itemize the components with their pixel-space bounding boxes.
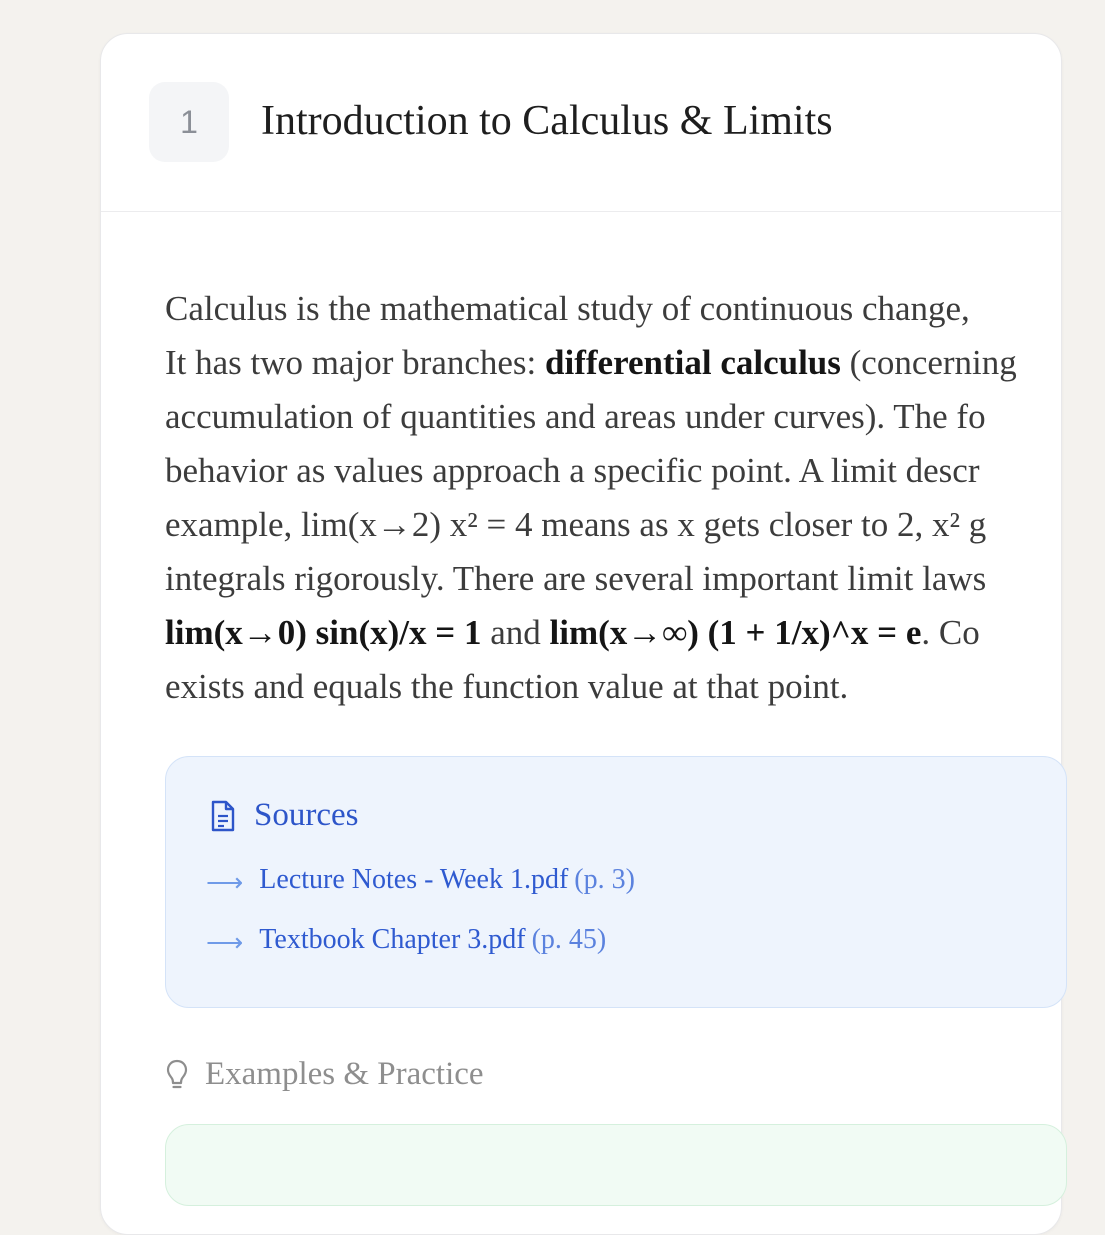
source-link[interactable] <box>206 864 635 896</box>
text-segment: . Co <box>921 613 980 652</box>
source-page: (p. 3) <box>574 864 635 895</box>
sources-panel <box>165 756 1067 1008</box>
sources-heading <box>210 797 358 834</box>
section-card <box>100 33 1062 1235</box>
arrow-right-icon: ⟶ <box>206 868 244 897</box>
source-page: (p. 45) <box>531 924 607 955</box>
section-header <box>101 34 1061 212</box>
body-text-line <box>165 660 995 714</box>
body-text-line <box>165 444 995 498</box>
lightbulb-icon <box>165 1058 189 1092</box>
sources-heading-label: Sources <box>254 797 359 833</box>
body-text-line <box>165 390 995 444</box>
text-segment: It has two major branches: <box>165 343 546 382</box>
text-segment: (concerning <box>840 343 1017 382</box>
examples-panel <box>165 1124 1067 1206</box>
bold-term: differential calculus <box>545 343 841 382</box>
text-segment: Calculus is the mathematical study of continuous change, <box>165 289 970 328</box>
section-number-badge: 1 <box>149 82 229 162</box>
text-segment: integrals rigorously. There are several important limit laws <box>165 559 987 598</box>
text-segment: accumulation of quantities and areas under curves). The fo <box>165 397 986 436</box>
bold-term: lim(x→∞) (1 + 1/x)^x = e <box>549 613 922 652</box>
examples-heading[interactable] <box>165 1056 484 1093</box>
bold-term: lim(x→0) sin(x)/x = 1 <box>165 613 482 652</box>
document-icon <box>210 800 236 832</box>
section-title: Introduction to Calculus & Limits <box>261 98 833 144</box>
body-text-line <box>165 606 995 660</box>
source-link[interactable] <box>206 924 606 956</box>
examples-heading-label: Examples & Practice <box>205 1056 484 1092</box>
body-text-line <box>165 498 995 552</box>
text-segment: exists and equals the function value at that point. <box>165 667 849 706</box>
arrow-right-icon: ⟶ <box>206 928 244 957</box>
text-segment: behavior as values approach a specific point. A limit descr <box>165 451 980 490</box>
source-file-name[interactable]: Textbook Chapter 3.pdf <box>259 924 526 955</box>
body-text-line <box>165 282 995 336</box>
text-segment: example, lim(x→2) x² = 4 means as x gets closer to 2, x² g <box>165 505 987 544</box>
text-segment: and <box>481 613 550 652</box>
section-body-text <box>165 282 1105 714</box>
body-text-line <box>165 336 1017 390</box>
body-text-line <box>165 552 995 606</box>
source-file-name[interactable]: Lecture Notes - Week 1.pdf <box>259 864 569 895</box>
